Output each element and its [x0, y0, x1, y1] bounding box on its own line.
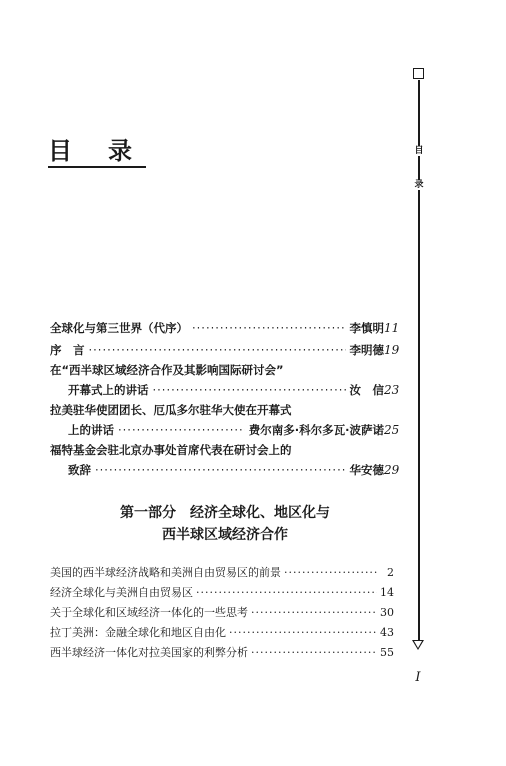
toc-entry[interactable]: [68, 422, 400, 438]
heading-underline: [48, 166, 146, 168]
entry-page: 43: [380, 626, 394, 639]
toc-entry[interactable]: [50, 442, 384, 458]
leader-dots: [118, 422, 245, 438]
entry-title: 在“西半球区域经济合作及其影响国际研讨会”: [50, 363, 284, 377]
leader-dots: [196, 585, 377, 601]
toc-heading: 目录: [48, 137, 168, 165]
leader-dots: [229, 625, 377, 641]
entry-page: 2: [387, 566, 394, 579]
entry-title: 序 言: [50, 343, 85, 357]
entry-title: 全球化与第三世界（代序）: [50, 321, 188, 335]
leader-dots: [89, 342, 346, 358]
toc-entry[interactable]: [68, 382, 400, 398]
toc-entry[interactable]: [50, 362, 384, 378]
toc-entry[interactable]: [50, 402, 384, 418]
entry-title: 关于全球化和区域经济一体化的一些思考: [50, 606, 248, 619]
entry-author: 汝 信: [349, 383, 384, 397]
entry-author: 华安德: [349, 463, 384, 477]
entry-author: 李明德: [349, 343, 384, 357]
entry-author: 费尔南多·科尔多瓦·波萨诺: [248, 423, 384, 437]
margin-char-mu: 目: [414, 146, 424, 156]
entry-title: 西半球经济一体化对拉美国家的利弊分析: [50, 646, 248, 659]
entry-title: 致辞: [68, 463, 91, 477]
entry-page: 30: [380, 606, 394, 619]
entry-title: 经济全球化与美洲自由贸易区: [50, 586, 193, 599]
entry-title: 福特基金会驻北京办事处首席代表在研讨会上的: [50, 443, 292, 457]
toc-entry[interactable]: [50, 625, 394, 641]
toc-entry[interactable]: [50, 342, 400, 358]
page-number: I: [415, 670, 421, 685]
margin-char-lu: 录: [414, 180, 424, 190]
entry-title: 拉美驻华使团团长、厄瓜多尔驻华大使在开幕式: [50, 403, 292, 417]
part-title-line2: 西半球区域经济合作: [162, 527, 288, 543]
part-title-line1: 第一部分 经济全球化、地区化与: [120, 505, 330, 521]
entry-page: 19: [384, 343, 400, 357]
entry-page: 23: [384, 383, 400, 397]
toc-entry[interactable]: [50, 605, 394, 621]
entry-page: 11: [384, 321, 400, 335]
toc-entry[interactable]: [50, 645, 394, 661]
entry-page: 29: [384, 463, 400, 477]
entry-page: 55: [380, 646, 394, 659]
toc-entry[interactable]: [50, 320, 400, 336]
entry-author: 李慎明: [349, 321, 384, 335]
toc-entry[interactable]: [68, 462, 400, 478]
leader-dots: [251, 605, 377, 621]
margin-square-icon: [413, 68, 424, 79]
entry-title: 美国的西半球经济战略和美洲自由贸易区的前景: [50, 566, 281, 579]
entry-title: 开幕式上的讲话: [68, 383, 149, 397]
leader-dots: [251, 645, 377, 661]
entry-page: 14: [380, 586, 394, 599]
leader-dots: [95, 462, 346, 478]
leader-dots: [284, 565, 377, 581]
entry-title: 拉丁美洲：金融全球化和地区自由化: [50, 626, 226, 639]
margin-triangle-icon: [412, 640, 424, 650]
toc-entry[interactable]: [50, 585, 394, 601]
leader-dots: [153, 382, 346, 398]
entry-page: 25: [384, 423, 400, 437]
margin-vertical-rule: [418, 80, 420, 640]
leader-dots: [192, 320, 346, 336]
toc-entry[interactable]: [50, 565, 394, 581]
entry-title: 上的讲话: [68, 423, 114, 437]
